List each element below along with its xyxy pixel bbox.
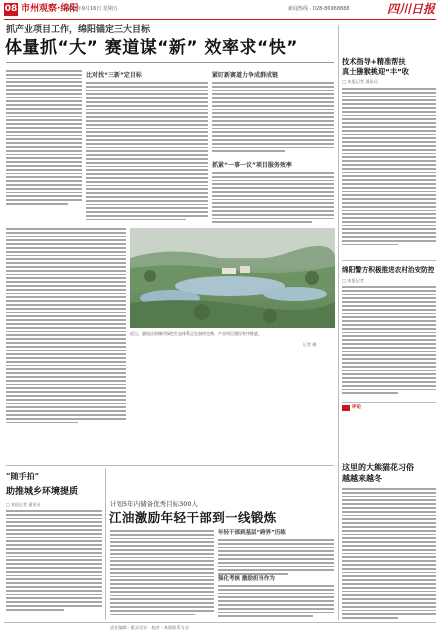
right-divider-2 — [342, 402, 436, 403]
lead-subhead-2: 紧盯新赛道力争成群成链 — [212, 72, 279, 79]
page-number: 08 — [4, 4, 18, 14]
bottom-middle-subhead-2: 强化考核 激励担当作为 — [218, 576, 275, 582]
comment-label: 评论 — [352, 405, 361, 410]
header-meta: 新闻热线 · 028-86968888 — [288, 6, 350, 12]
bottom-middle-kicker: 计划5年内储备优秀目标300人 — [110, 500, 199, 508]
bottom-middle-col2 — [218, 539, 334, 575]
right-story1-body — [342, 88, 436, 245]
lead-body-col2 — [86, 82, 208, 220]
lead-photo-caption: 近日，游仙区的城市绿色生态体系正在加快完善，产业项目建设有序推进。 — [130, 331, 262, 336]
header-rule — [4, 19, 436, 20]
lead-subhead-1: 比对找“三新”定目标 — [86, 72, 142, 79]
right-story1-byline: □ 本报记者 通讯员 — [342, 79, 378, 84]
footer-rule — [4, 622, 436, 623]
lower-section-rule — [6, 465, 334, 466]
headline-rule — [6, 62, 334, 63]
lead-subhead-3: 抓紧“一事一议”项目服务效率 — [212, 162, 292, 169]
bottom-left-rule — [105, 468, 106, 620]
bottom-left-headline: 助推城乡环境提质 — [6, 487, 79, 497]
right-column-rule — [338, 25, 339, 620]
lead-headline: 体量抓“大” 赛道谋“新” 效率求“快” — [5, 38, 298, 58]
right-story1-headline-2: 真士猕猴桃迎“丰”收 — [342, 67, 409, 76]
lead-body-col3b — [212, 172, 334, 223]
landscape-photo-illustration — [130, 228, 335, 328]
bottom-left-byline: □ 本报记者 通讯员 — [6, 502, 41, 507]
lead-photo — [130, 228, 335, 328]
section-name: 市州观察·绵阳 — [21, 4, 79, 14]
right-story2-body — [342, 286, 436, 394]
issue-date: 2022年9月16日 星期五 — [64, 6, 118, 12]
comment-marker-icon — [342, 405, 350, 411]
bottom-middle-col1 — [110, 530, 214, 615]
lead-intro — [6, 70, 82, 205]
right-story2-headline: 绵阳警方积极推进农村治安防控 — [342, 266, 435, 274]
lead-body-col1b — [6, 228, 126, 423]
bottom-middle-subhead-1: 年轻干部到基层“跨界”历练 — [218, 530, 286, 536]
bottom-middle-col2b — [218, 585, 334, 617]
bottom-left-body — [6, 510, 102, 611]
right-story3-headline: 这里的大熊猫花习俗 — [342, 463, 414, 472]
newspaper-logo: 四川日报 — [386, 2, 435, 16]
right-story1-headline: 技术指导+精准帮扶 — [342, 57, 406, 66]
right-divider-1 — [342, 260, 436, 261]
right-story3-headline-2: 越越来越冬 — [342, 474, 382, 483]
bottom-left-kicker: “随手拍” — [6, 471, 40, 481]
lead-body-col3 — [212, 82, 334, 152]
right-story3-body — [342, 488, 436, 619]
bottom-middle-headline: 江油激励年轻干部到一线锻炼 — [109, 510, 277, 525]
right-story2-byline: □ 本报记者 — [342, 278, 365, 283]
page-footer: 责任编辑 · 版式设计 · 校对 · 本版联系方式 — [110, 625, 189, 630]
comment-tag — [342, 405, 361, 411]
lead-kicker: 抓产业项目工作，绵阳锚定三大目标 — [6, 25, 151, 35]
page-header — [0, 0, 440, 20]
lead-photo-credit: 记者 摄 — [303, 342, 317, 347]
